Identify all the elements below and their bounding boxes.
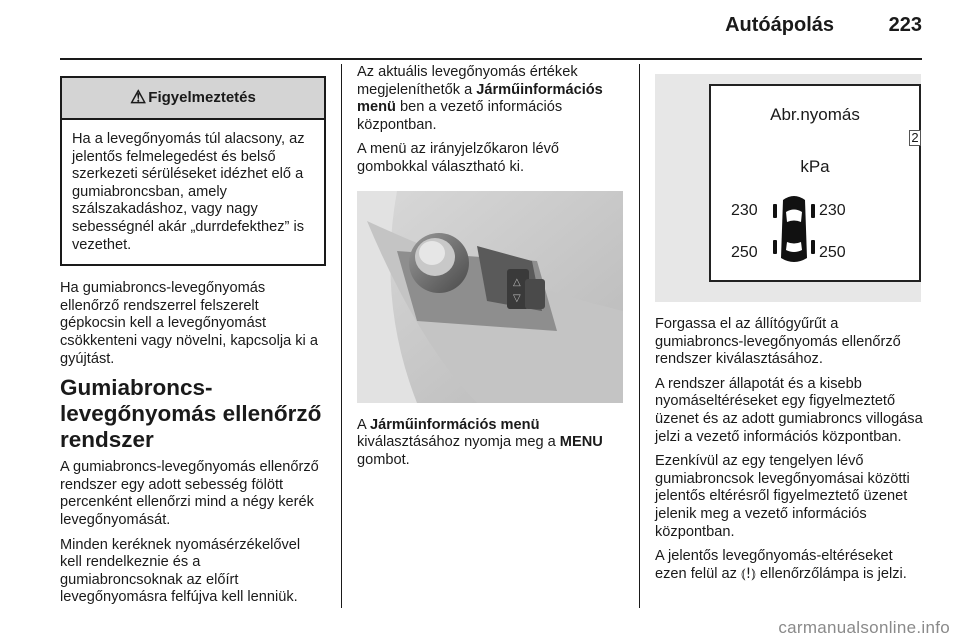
display-unit: kPa: [800, 157, 830, 176]
tire-pressure-display-image: [655, 74, 921, 302]
display-title: Abr.nyomás: [770, 105, 860, 124]
svg-text:△: △: [513, 276, 521, 288]
paragraph: Forgassa el az állítógyűrűt a gumiabroncs-levegőnyomás ellenőrző rendszer kiválasztásához.: [655, 316, 901, 368]
display-page-badge: 2: [909, 130, 921, 146]
paragraph: A menü az irányjelzőkaron lévő gombokkal választható ki.: [357, 141, 559, 175]
pressure-rear-left: 250: [731, 244, 758, 261]
section-title: Autóápolás: [725, 14, 834, 36]
paragraph: A rendszer állapotát és a kisebb nyomáseltéréseket egy figyelmeztető üzenet és az adott gumiabroncs villogása jelzi a vezető információs központban.: [655, 375, 923, 445]
display-screen: [709, 84, 921, 282]
pressure-front-right: 230: [819, 202, 846, 219]
column-divider: [341, 64, 342, 608]
svg-text:▽: ▽: [513, 292, 521, 304]
paragraph: Ha gumiabroncs-levegőnyomás ellenőrző rendszerrel felszerelt gépkocsin kell a levegőnyomást csökkenteni vagy növelni, kapcsolja ki a gyújtást.: [60, 280, 318, 367]
header-rule: [60, 58, 922, 60]
page-header: [60, 14, 922, 44]
column-1: [60, 64, 326, 614]
watermark: carmanualsonline.info: [778, 618, 950, 637]
warning-title: [62, 78, 324, 120]
warning-triangle-icon: ⚠: [130, 87, 147, 108]
paragraph: A Járműinformációs menü kiválasztásához nyomja meg a MENU gombot.: [357, 416, 603, 468]
column-2: [357, 64, 623, 476]
column-3: [655, 64, 923, 590]
paragraph: A gumiabroncs-levegőnyomás ellenőrző rendszer egy adott sebesség fölött percenként ellenőrzi mind a négy kerék levegőnyomását.: [60, 459, 319, 528]
pressure-rear-right: 250: [819, 244, 846, 261]
car-top-view-icon: [771, 192, 817, 266]
warning-box: [60, 76, 326, 266]
paragraph: A jelentős levegőnyomás-eltéréseket ezen felül az ⦅!⦆ ellenőrzőlámpa is jelzi.: [655, 548, 907, 582]
column-divider: [639, 64, 640, 608]
paragraph: Minden keréknek nyomásérzékelővel kell rendelkeznie és a gumiabroncsoknak az előírt levegőnyomásra felfújva kell lenniük.: [60, 536, 301, 606]
warning-body: Ha a levegőnyomás túl alacsony, az jelentős felmelegedést és belső szerkezeti sérüléseket idézhet elő a gumiabroncsban, amely szálszakadáshoz, vagy nagy sebességnél akár „durrdefekthez” is vezethet.: [72, 131, 305, 253]
warning-title-text: Figyelmeztetés: [148, 89, 256, 107]
page-number: 223: [888, 14, 922, 36]
pressure-front-left: 230: [731, 202, 758, 219]
paragraph: Az aktuális levegőnyomás értékek megjeleníthetők a Járműinformációs menü ben a vezető információs központban.: [357, 64, 603, 133]
paragraph: Ezenkívül az egy tengelyen lévő gumiabroncsok levegőnyomásai közötti jelentős eltérésről figyelmeztető üzenet jelenik meg a vezető információs központban.: [655, 453, 910, 540]
indicator-stalk-image: [357, 191, 623, 403]
tire-pressure-warning-icon: ⦅!⦆: [741, 565, 756, 582]
section-heading: Gumiabroncs-levegőnyomás ellenőrző rendszer: [60, 375, 322, 453]
